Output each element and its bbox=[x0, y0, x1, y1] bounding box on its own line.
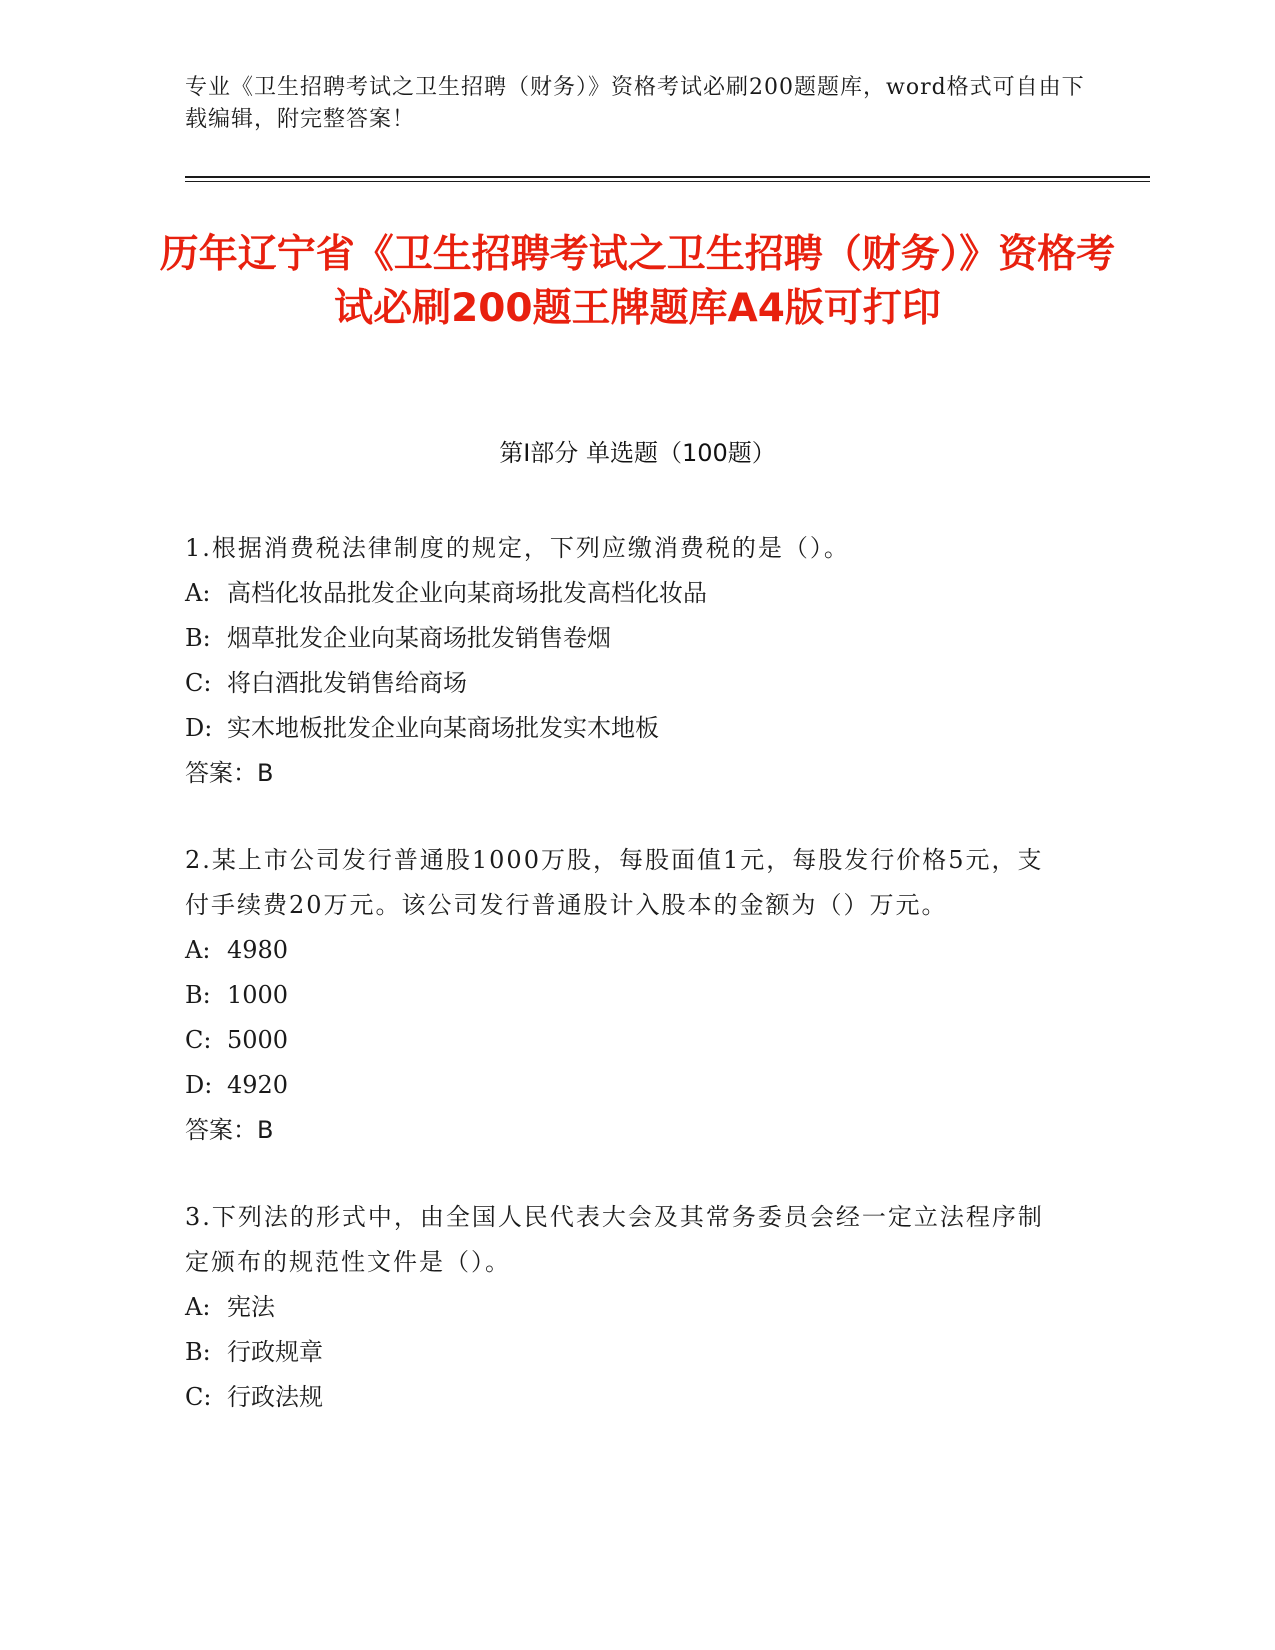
option-text: 行政规章 bbox=[227, 1338, 323, 1366]
option-b bbox=[185, 616, 1065, 661]
header-rule-thin bbox=[185, 181, 1150, 182]
question-stem: 2.某上市公司发行普通股1000万股，每股面值1元，每股发行价格5元，支付手续费20万元。该公司发行普通股计入股本的金额为（）万元。 bbox=[185, 846, 1044, 919]
option-c bbox=[185, 1018, 1065, 1063]
question-2 bbox=[185, 838, 1065, 1153]
option-key: B: bbox=[185, 624, 211, 652]
question-answer: 答案：B bbox=[185, 1116, 274, 1144]
option-a bbox=[185, 928, 1065, 973]
option-key: C: bbox=[185, 1026, 212, 1054]
option-text: 高档化妆品批发企业向某商场批发高档化妆品 bbox=[227, 579, 707, 607]
option-key: B: bbox=[185, 1338, 211, 1366]
option-text: 行政法规 bbox=[227, 1383, 323, 1411]
document-title: 历年辽宁省《卫生招聘考试之卫生招聘（财务）》资格考试必刷200题王牌题库A4版可打印 bbox=[159, 232, 1116, 331]
option-text: 实木地板批发企业向某商场批发实木地板 bbox=[227, 714, 659, 742]
header-rule-thick bbox=[185, 176, 1150, 178]
option-text: 宪法 bbox=[227, 1293, 275, 1321]
question-3 bbox=[185, 1195, 1065, 1420]
option-text: 将白酒批发销售给商场 bbox=[227, 669, 467, 697]
option-c bbox=[185, 1375, 1065, 1420]
option-b bbox=[185, 1330, 1065, 1375]
option-a bbox=[185, 571, 1065, 616]
option-key: A: bbox=[185, 1293, 211, 1321]
option-key: D: bbox=[185, 714, 213, 742]
option-d bbox=[185, 706, 1065, 751]
question-stem: 1.根据消费税法律制度的规定，下列应缴消费税的是（）。 bbox=[185, 534, 850, 562]
option-key: C: bbox=[185, 1383, 212, 1411]
question-answer: 答案：B bbox=[185, 759, 274, 787]
option-key: B: bbox=[185, 981, 211, 1009]
option-key: A: bbox=[185, 936, 211, 964]
option-text: 1000 bbox=[227, 981, 289, 1009]
option-key: D: bbox=[185, 1071, 213, 1099]
question-stem: 3.下列法的形式中，由全国人民代表大会及其常务委员会经一定立法程序制定颁布的规范性文件是（）。 bbox=[185, 1203, 1044, 1276]
option-key: A: bbox=[185, 579, 211, 607]
section-title: 第Ⅰ部分 单选题（100题） bbox=[499, 439, 776, 467]
option-text: 烟草批发企业向某商场批发销售卷烟 bbox=[227, 624, 611, 652]
option-text: 4920 bbox=[227, 1071, 289, 1099]
option-b bbox=[185, 973, 1065, 1018]
option-a bbox=[185, 1285, 1065, 1330]
question-1 bbox=[185, 526, 1065, 796]
header-note: 专业《卫生招聘考试之卫生招聘（财务）》资格考试必刷200题题库，word格式可自由下载编辑，附完整答案！ bbox=[185, 75, 1085, 132]
option-text: 5000 bbox=[227, 1026, 289, 1054]
option-c bbox=[185, 661, 1065, 706]
option-key: C: bbox=[185, 669, 212, 697]
option-d bbox=[185, 1063, 1065, 1108]
option-text: 4980 bbox=[227, 936, 289, 964]
question-list bbox=[185, 526, 1065, 1462]
